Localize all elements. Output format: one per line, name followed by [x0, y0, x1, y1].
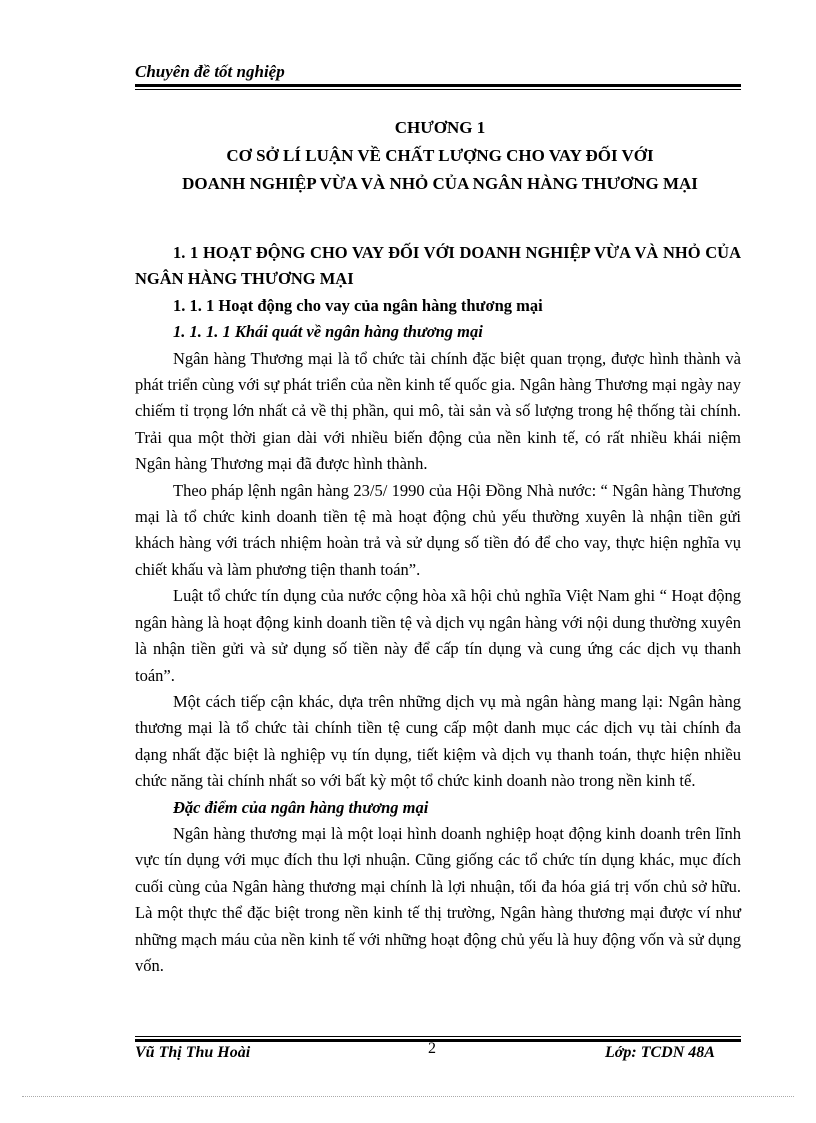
body-content	[135, 240, 741, 979]
section-heading-1-1: 1. 1 HOẠT ĐỘNG CHO VAY ĐỐI VỚI DOANH NGHIỆP VỪA VÀ NHỎ CỦA NGÂN HÀNG THƯƠNG MẠI	[135, 243, 741, 289]
chapter-title-line-2: DOANH NGHIỆP VỪA VÀ NHỎ CỦA NGÂN HÀNG THƯƠNG MẠI	[182, 174, 698, 193]
chapter-title-line-1: CƠ SỞ LÍ LUẬN VỀ CHẤT LƯỢNG CHO VAY ĐỐI VỚI	[226, 146, 654, 165]
footer-rule	[135, 1039, 741, 1042]
chapter-heading	[100, 114, 780, 198]
footer-class: Lớp: TCDN 48A	[605, 1044, 715, 1061]
paragraph: Ngân hàng thương mại là một loại hình doanh nghiệp hoạt động kinh doanh trên lĩnh vực tín dụng với mục đích thu lợi nhuận. Cũng giống các tổ chức tín dụng khác, mục đích cuối cùng của Ngân hàng thương mại chính là lợi nhuận, tối đa hóa giá trị vốn chủ sở hữu. Là một thực thể đặc biệt trong nền kinh tế thị trường, Ngân hàng thương mại được ví như những mạch máu của nền kinh tế với những hoạt động chủ yếu là huy động vốn và sử dụng vốn.	[135, 823, 741, 975]
page-edge-dotted-line	[22, 1096, 794, 1097]
section-heading-1-1-1-1: 1. 1. 1. 1 Khái quát về ngân hàng thương mại	[173, 322, 483, 342]
features-heading: Đặc điểm của ngân hàng thương mại	[173, 797, 429, 817]
section-heading-1-1-1: 1. 1. 1 Hoạt động cho vay của ngân hàng thương mại	[173, 295, 543, 315]
paragraph: Một cách tiếp cận khác, dựa trên những dịch vụ mà ngân hàng mang lại: Ngân hàng thương mại là tổ chức tài chính tiền tệ cung cấp một danh mục các dịch vụ tài chính đa dạng nhất đặc biệt là nghiệp vụ tín dụng, tiết kiệm và dịch vụ thanh toán, thực hiện nhiều chức năng tài chính nhất so với bất kỳ một tổ chức kinh doanh nào trong nền kinh tế.	[135, 691, 741, 791]
paragraph: Luật tổ chức tín dụng của nước cộng hòa xã hội chủ nghĩa Việt Nam ghi “ Hoạt động ngân hàng là hoạt động kinh doanh tiền tệ và dịch vụ ngân hàng với nội dung thường xuyên là nhận tiền gửi và sử dụng số tiền này để cấp tín dụng và cung ứng các dịch vụ thanh toán”.	[135, 586, 741, 685]
footer-author: Vũ Thị Thu Hoài	[135, 1044, 251, 1061]
header-rule	[135, 84, 741, 87]
footer-rule-thin	[135, 1036, 741, 1037]
chapter-number: CHƯƠNG 1	[394, 118, 486, 137]
paragraph: Ngân hàng Thương mại là tổ chức tài chính đặc biệt quan trọng, được hình thành và phát triển cùng với sự phát triển của nền kinh tế quốc gia. Ngân hàng Thương mại ngày nay chiếm tỉ trọng lớn nhất cả về thị phần, qui mô, tài sản và số lượng trong hệ thống tài chính. Trải qua một thời gian dài với nhiều biến động của nền kinh tế, có rất nhiều khái niệm Ngân hàng Thương mại đã được hình thành.	[135, 348, 741, 474]
header-title: Chuyên đề tốt nghiệp	[135, 62, 285, 81]
paragraph: Theo pháp lệnh ngân hàng 23/5/ 1990 của Hội Đồng Nhà nước: “ Ngân hàng Thương mại là tổ chức kinh doanh tiền tệ mà hoạt động chủ yếu thường xuyên là nhận tiền gửi khách hàng với trách nhiệm hoàn trả và sử dụng số tiền đó để cho vay, thực hiện nghĩa vụ chiết khấu và làm phương tiện thanh toán”.	[135, 480, 741, 579]
page-number: 2	[428, 1040, 436, 1057]
header-rule-thin	[135, 89, 741, 90]
